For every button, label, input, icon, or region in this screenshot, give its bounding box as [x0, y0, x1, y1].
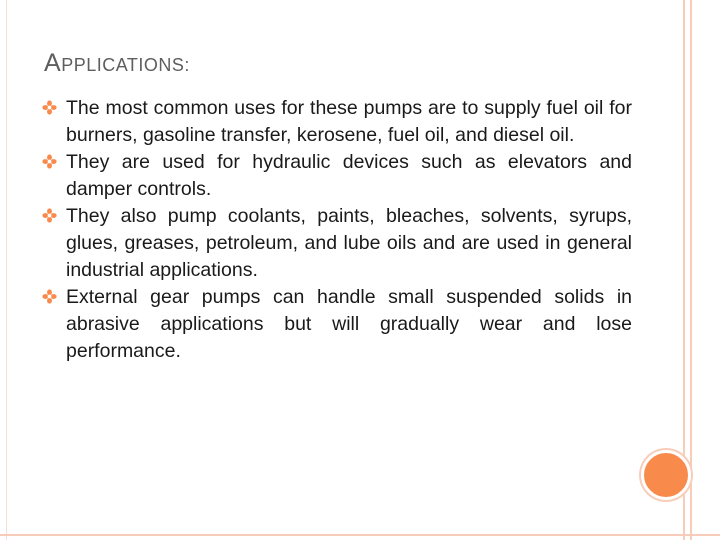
slide-title: [44, 42, 190, 79]
bullet-item: [42, 149, 632, 203]
bullet-text: The most common uses for these pumps are to supply fuel oil for burners, gasoline transfer, kerosene, fuel oil, and diesel oil.: [66, 97, 632, 146]
slide-title-rest: PPLICATIONS:: [61, 55, 190, 75]
bullet-item: [42, 95, 632, 149]
flower-bullet-icon: [42, 208, 57, 223]
bullet-text: External gear pumps can handle small suspended solids in abrasive applications but will gradually wear and lose performance.: [66, 286, 632, 362]
decorative-circle: [641, 450, 691, 500]
bullet-list: [42, 95, 632, 365]
right-border-line-inner: [690, 0, 692, 540]
slide-title-initial: A: [44, 49, 62, 77]
bottom-border-line: [0, 534, 720, 536]
bullet-item: [42, 284, 632, 365]
bullet-text: They are used for hydraulic devices such as elevators and damper controls.: [66, 151, 632, 200]
flower-bullet-icon: [42, 289, 57, 304]
bullet-text: They also pump coolants, paints, bleaches, solvents, syrups, glues, greases, petroleum, and lube oils and are used in general industrial applications.: [66, 205, 632, 281]
left-border-line: [6, 0, 7, 540]
flower-bullet-icon: [42, 100, 57, 115]
bullet-item: [42, 203, 632, 284]
flower-bullet-icon: [42, 154, 57, 169]
